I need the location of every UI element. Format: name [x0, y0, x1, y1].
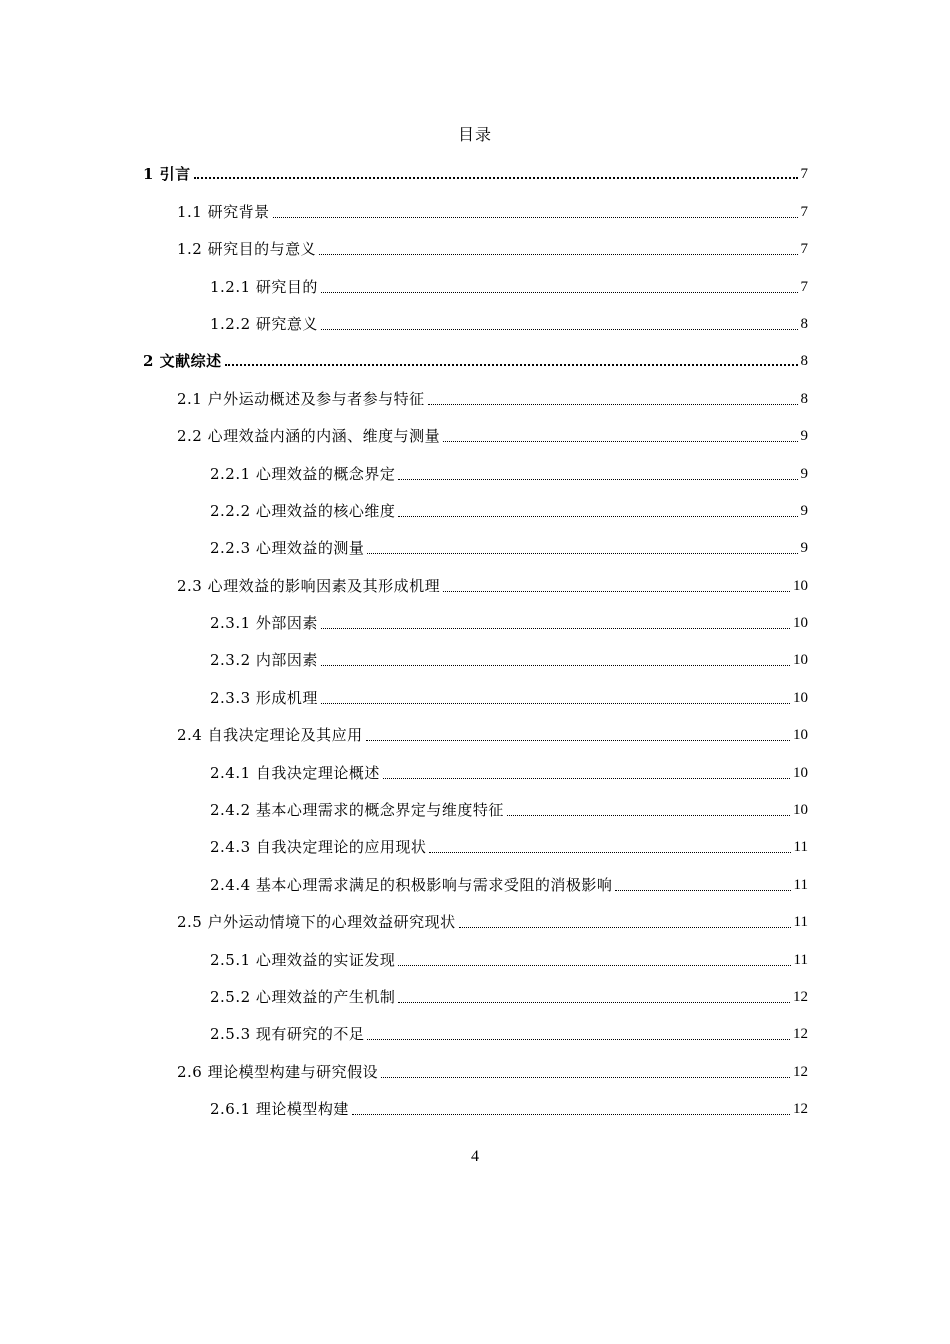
toc-entry-label: 2.2.2 心理效益的核心维度 — [210, 501, 396, 520]
toc-dot-leader — [321, 702, 790, 704]
toc-entry-label: 2.5.1 心理效益的实证发现 — [210, 950, 396, 969]
toc-entry-page: 9 — [800, 502, 808, 519]
toc-entry[interactable] — [143, 422, 808, 459]
toc-entry-page: 9 — [800, 540, 808, 557]
toc-entry-page: 8 — [800, 390, 808, 407]
toc-entry[interactable] — [143, 1095, 808, 1132]
toc-entry-page: 10 — [793, 764, 808, 781]
toc-entry[interactable] — [143, 197, 808, 234]
toc-dot-leader — [398, 515, 797, 517]
toc-entry-page: 7 — [800, 203, 808, 220]
toc-dot-leader — [367, 552, 797, 554]
toc-entry-page: 11 — [793, 914, 808, 931]
toc-entry-label: 2.4 自我决定理论及其应用 — [177, 726, 363, 745]
toc-dot-leader — [507, 814, 790, 816]
toc-entry-page: 7 — [800, 241, 808, 258]
toc-entry[interactable] — [143, 384, 808, 421]
toc-entry-label: 2.1 户外运动概述及参与者参与特征 — [177, 389, 425, 408]
toc-entry[interactable] — [143, 160, 808, 197]
toc-entry-label: 2.3.3 形成机理 — [210, 688, 318, 707]
toc-dot-leader — [615, 889, 790, 891]
toc-dot-leader — [398, 1001, 790, 1003]
toc-dot-leader — [321, 291, 798, 293]
toc-entry-label: 2.6 理论模型构建与研究假设 — [177, 1062, 379, 1081]
toc-dot-leader — [459, 926, 791, 928]
toc-entry-label: 2.4.1 自我决定理论概述 — [210, 763, 380, 782]
toc-entry-label: 2.4.4 基本心理需求满足的积极影响与需求受阻的消极影响 — [210, 875, 613, 894]
toc-entry[interactable] — [143, 347, 808, 384]
toc-dot-leader — [321, 328, 798, 330]
toc-dot-leader — [443, 440, 797, 442]
toc-entry-page: 10 — [793, 689, 808, 706]
toc-entry-page: 8 — [800, 353, 808, 370]
toc-entry-label: 2.3.2 内部因素 — [210, 651, 318, 670]
toc-entry-label: 2.2.3 心理效益的测量 — [210, 539, 365, 558]
toc-entry-page: 12 — [793, 988, 808, 1005]
toc-dot-leader — [428, 403, 798, 405]
toc-entry[interactable] — [143, 459, 808, 496]
toc-entry-label: 1.2.1 研究目的 — [210, 277, 318, 296]
toc-entry[interactable] — [143, 983, 808, 1020]
toc-dot-leader — [429, 851, 790, 853]
toc-entry[interactable] — [143, 235, 808, 272]
toc-dot-leader — [398, 964, 790, 966]
toc-entry-page: 11 — [793, 951, 808, 968]
toc-entry[interactable] — [143, 908, 808, 945]
toc-dot-leader — [225, 363, 798, 366]
toc-entry[interactable] — [143, 721, 808, 758]
toc-entry-page: 8 — [800, 315, 808, 332]
toc-entry-page: 7 — [800, 166, 808, 183]
toc-entry[interactable] — [143, 310, 808, 347]
toc-entry-label: 2 文献综述 — [143, 352, 222, 371]
toc-dot-leader — [367, 1038, 790, 1040]
toc-entry[interactable] — [143, 534, 808, 571]
toc-entry[interactable] — [143, 497, 808, 534]
toc-entry[interactable] — [143, 833, 808, 870]
toc-entry[interactable] — [143, 758, 808, 795]
toc-entry-page: 10 — [793, 727, 808, 744]
toc-entry-label: 2.2 心理效益内涵的内涵、维度与测量 — [177, 427, 441, 446]
toc-entry[interactable] — [143, 683, 808, 720]
toc-entry-page: 10 — [793, 802, 808, 819]
toc-dot-leader — [273, 216, 798, 218]
toc-entry[interactable] — [143, 646, 808, 683]
toc-entry-page: 9 — [800, 428, 808, 445]
toc-entry-label: 2.4.2 基本心理需求的概念界定与维度特征 — [210, 801, 504, 820]
toc-entry-page: 10 — [793, 652, 808, 669]
toc-dot-leader — [383, 777, 790, 779]
toc-dot-leader — [381, 1076, 790, 1078]
toc-entry-label: 2.5 户外运动情境下的心理效益研究现状 — [177, 913, 456, 932]
toc-dot-leader — [321, 664, 790, 666]
page-number: 4 — [471, 1148, 479, 1165]
toc-entry-label: 2.4.3 自我决定理论的应用现状 — [210, 838, 427, 857]
toc-entry[interactable] — [143, 945, 808, 982]
toc-entry-label: 2.5.2 心理效益的产生机制 — [210, 987, 396, 1006]
toc-entry[interactable] — [143, 1057, 808, 1094]
toc-entry-label: 1.2.2 研究意义 — [210, 314, 318, 333]
toc-entry[interactable] — [143, 1020, 808, 1057]
toc-entry-label: 1.1 研究背景 — [177, 202, 270, 221]
toc-dot-leader — [321, 627, 790, 629]
toc-entry-page: 12 — [793, 1063, 808, 1080]
toc-entry-page: 7 — [800, 278, 808, 295]
toc-entry-page: 10 — [793, 615, 808, 632]
toc-dot-leader — [194, 176, 798, 179]
toc-entry-page: 11 — [793, 839, 808, 856]
toc-entry[interactable] — [143, 609, 808, 646]
toc-dot-leader — [319, 253, 797, 255]
toc-entry-label: 1.2 研究目的与意义 — [177, 240, 317, 259]
toc-entry[interactable] — [143, 272, 808, 309]
toc-entry-page: 11 — [793, 876, 808, 893]
toc-dot-leader — [398, 478, 797, 480]
toc-entry-label: 2.5.3 现有研究的不足 — [210, 1025, 365, 1044]
toc-entry-label: 2.3 心理效益的影响因素及其形成机理 — [177, 576, 441, 595]
toc-entry-page: 12 — [793, 1026, 808, 1043]
toc-entry-page: 9 — [800, 465, 808, 482]
toc-entry-page: 12 — [793, 1101, 808, 1118]
toc-entry-label: 2.6.1 理论模型构建 — [210, 1100, 349, 1119]
toc-title: 目录 — [457, 125, 492, 144]
toc-entry-label: 2.2.1 心理效益的概念界定 — [210, 464, 396, 483]
table-of-contents — [143, 160, 808, 1132]
toc-entry-label: 2.3.1 外部因素 — [210, 614, 318, 633]
toc-entry[interactable] — [143, 870, 808, 907]
toc-dot-leader — [443, 590, 790, 592]
toc-entry-page: 10 — [793, 577, 808, 594]
toc-dot-leader — [352, 1113, 790, 1115]
toc-entry[interactable] — [143, 796, 808, 833]
toc-dot-leader — [366, 739, 790, 741]
toc-entry-label: 1 引言 — [143, 165, 191, 184]
toc-entry[interactable] — [143, 571, 808, 608]
